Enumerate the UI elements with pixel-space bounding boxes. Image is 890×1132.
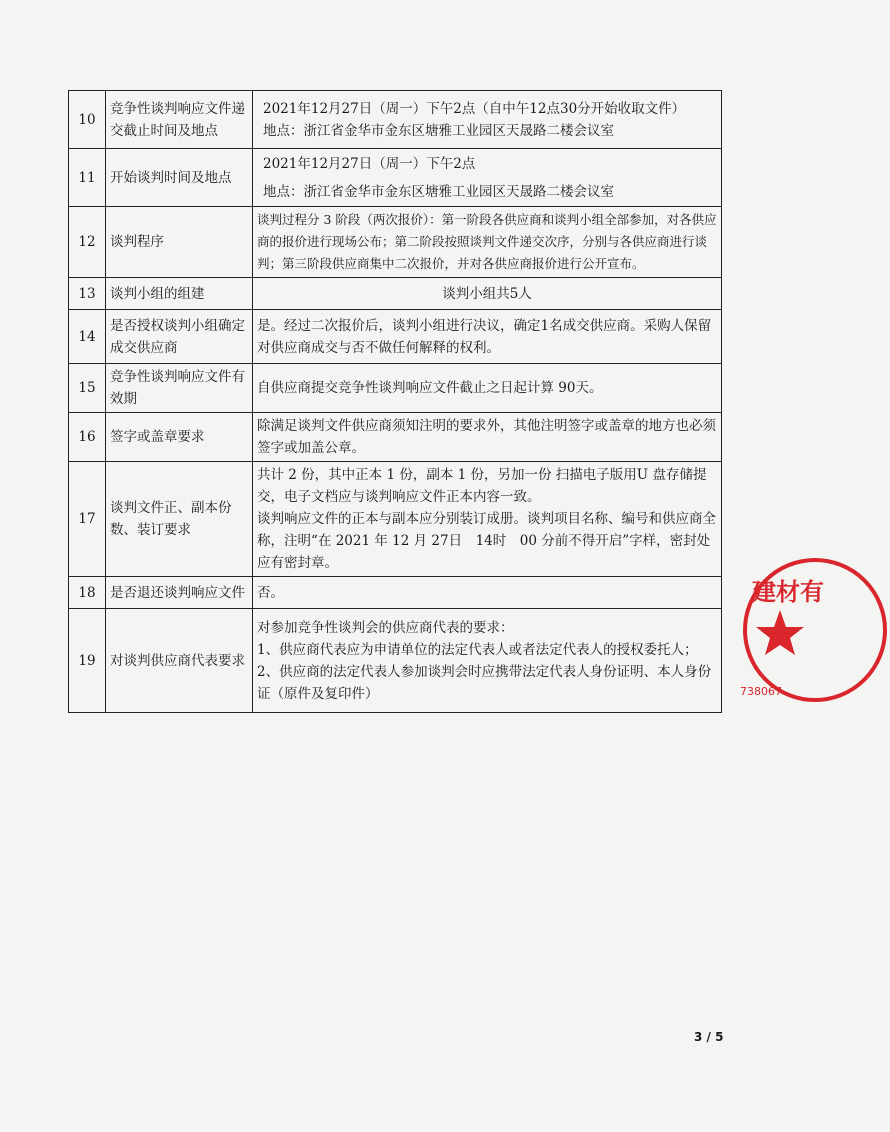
table-row bbox=[69, 364, 722, 413]
row-item: 是否退还谈判响应文件 bbox=[106, 577, 253, 609]
row-number: 13 bbox=[69, 278, 106, 310]
row-content bbox=[253, 91, 722, 149]
content-line: 1、供应商代表应为申请单位的法定代表人或者法定代表人的授权委托人； bbox=[257, 641, 698, 658]
row-item: 签字或盖章要求 bbox=[106, 413, 253, 462]
row-number: 16 bbox=[69, 413, 106, 462]
row-item: 谈判文件正、副本份数、装订要求 bbox=[106, 462, 253, 577]
table-row bbox=[69, 577, 722, 609]
svg-text:738067: 738067 bbox=[740, 685, 782, 698]
row-content: 谈判过程分 3 阶段（两次报价）：第一阶段各供应商和谈判小组全部参加，对各供应商的报价进行现场公布；第二阶段按照谈判文件递交次序，分别与各供应商进行谈判；第三阶段供应商集中二次报价，并对各供应商报价进行公开宣布。 bbox=[253, 207, 722, 278]
row-number: 18 bbox=[69, 577, 106, 609]
svg-text:建材有: 建材有 bbox=[752, 578, 824, 606]
row-number: 17 bbox=[69, 462, 106, 577]
row-number: 10 bbox=[69, 91, 106, 149]
row-content: 自供应商提交竞争性谈判响应文件截止之日起计算 90天。 bbox=[253, 364, 722, 413]
row-item: 开始谈判时间及地点 bbox=[106, 149, 253, 207]
table-row bbox=[69, 462, 722, 577]
page-number: 3 / 5 bbox=[694, 1030, 724, 1044]
row-content bbox=[253, 462, 722, 577]
row-number: 12 bbox=[69, 207, 106, 278]
table-row bbox=[69, 91, 722, 149]
content-line: 对参加竞争性谈判会的供应商代表的要求： bbox=[257, 619, 514, 636]
row-number: 14 bbox=[69, 310, 106, 364]
procurement-info-table bbox=[68, 90, 722, 713]
table-row bbox=[69, 413, 722, 462]
content-line: 2021年12月27日（周一）下午2点 bbox=[263, 155, 476, 172]
row-content: 是。经过二次报价后，谈判小组进行决议，确定1名成交供应商。采购人保留对供应商成交与否不做任何解释的权利。 bbox=[253, 310, 722, 364]
row-item: 谈判程序 bbox=[106, 207, 253, 278]
table-row bbox=[69, 310, 722, 364]
row-content bbox=[253, 149, 722, 207]
content-line: 共计 2 份，其中正本 1 份，副本 1 份，另加一份 扫描电子版用U 盘存储提交，电子文档应与谈判响应文件正本内容一致。 bbox=[257, 467, 707, 505]
company-seal-stamp bbox=[740, 555, 890, 705]
row-item: 竞争性谈判响应文件有效期 bbox=[106, 364, 253, 413]
table-row bbox=[69, 278, 722, 310]
content-line: 2021年12月27日（周一）下午2点（自中午12点30分开始收取文件） bbox=[263, 100, 686, 117]
table-row bbox=[69, 149, 722, 207]
row-number: 19 bbox=[69, 609, 106, 713]
content-line: 地点：浙江省金华市金东区塘雅工业园区天晟路二楼会议室 bbox=[263, 122, 614, 139]
table-row bbox=[69, 207, 722, 278]
row-item: 对谈判供应商代表要求 bbox=[106, 609, 253, 713]
content-line: 谈判响应文件的正本与副本应分别装订成册。谈判项目名称、编号和供应商全称，注明“在 2021 年 12 月 27日 14时 00 分前不得开启”字样，密封处应有密封章。 bbox=[257, 511, 716, 571]
table-row bbox=[69, 609, 722, 713]
content-line: 2、供应商的法定代表人参加谈判会时应携带法定代表人身份证明、本人身份证（原件及复印件） bbox=[257, 663, 712, 702]
row-content: 除满足谈判文件供应商须知注明的要求外，其他注明签字或盖章的地方也必须签字或加盖公章。 bbox=[253, 413, 722, 462]
row-item: 是否授权谈判小组确定成交供应商 bbox=[106, 310, 253, 364]
row-number: 15 bbox=[69, 364, 106, 413]
row-item: 谈判小组的组建 bbox=[106, 278, 253, 310]
content-line: 地点：浙江省金华市金东区塘雅工业园区天晟路二楼会议室 bbox=[263, 183, 614, 200]
row-number: 11 bbox=[69, 149, 106, 207]
row-item: 竞争性谈判响应文件递交截止时间及地点 bbox=[106, 91, 253, 149]
row-content bbox=[253, 609, 722, 713]
row-content: 否。 bbox=[253, 577, 722, 609]
row-content: 谈判小组共5人 bbox=[253, 278, 722, 310]
